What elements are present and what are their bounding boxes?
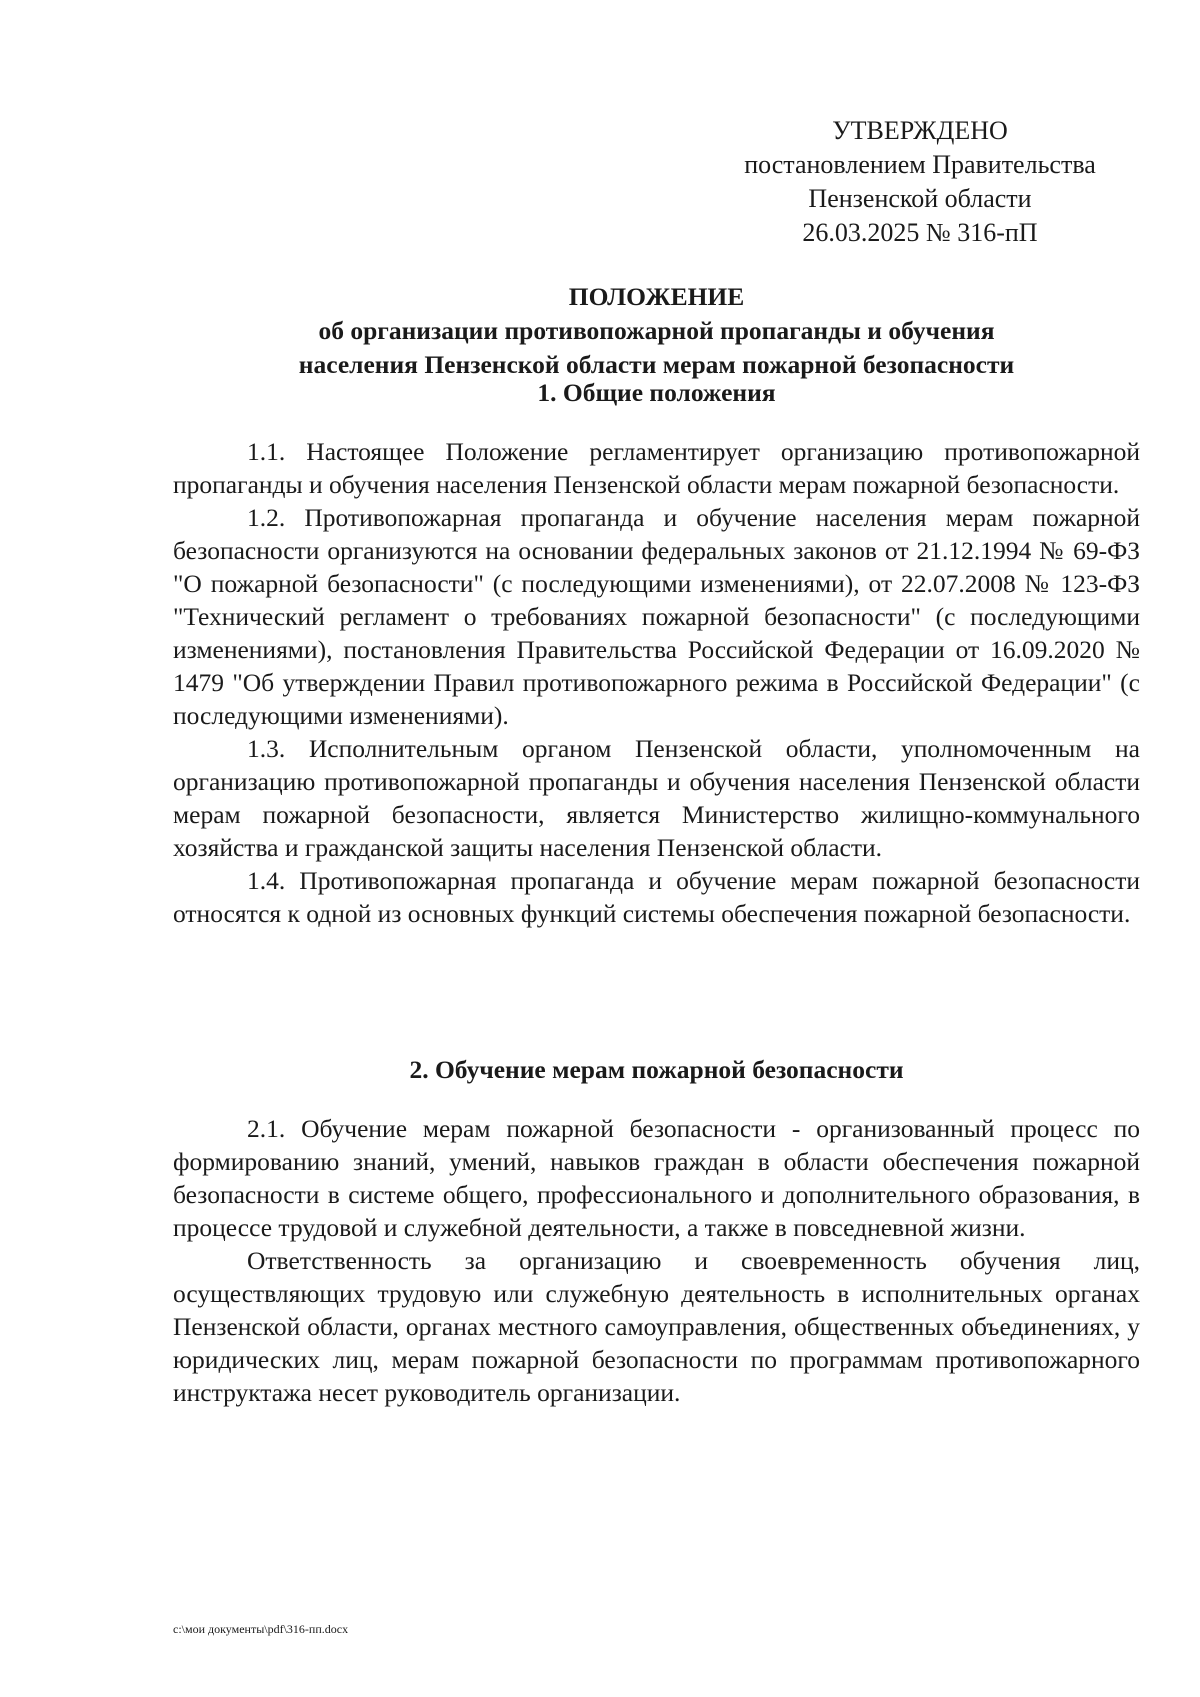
- title-main: ПОЛОЖЕНИЕ: [568, 282, 745, 311]
- paragraph-1-2: 1.2. Противопожарная пропаганда и обучение населения мерам пожарной безопасности организуются на основании федеральных законов от 21.12.1994 № 69-ФЗ "О пожарной безопасности" (с последующими изменениями), от 22.07.2008 № 123-ФЗ "Технический регламент о требованиях пожарной безопасности" (с последующими изменениями), постановления Правительства Российской Федерации от 16.09.2020 № 1479 "Об утверждении Правил противопожарного режима в Российской Федерации" (с последующими изменениями).: [173, 503, 1140, 730]
- paragraph-1-3: 1.3. Исполнительным органом Пензенской области, уполномоченным на организацию противопожарной пропаганды и обучения населения Пензенской области мерам пожарной безопасности, является Министерство жилищно-коммунального хозяйства и гражданской защиты населения Пензенской области.: [173, 734, 1140, 862]
- approval-status: УТВЕРЖДЕНО: [832, 116, 1008, 145]
- paragraph-2-responsibility: Ответственность за организацию и своевременность обучения лиц, осуществляющих трудовую или служебную деятельность в исполнительных органах Пензенской области, органах местного самоуправления, общественных объединениях, у юридических лиц, мерам пожарной безопасности по программам противопожарного инструктажа несет руководитель организации.: [173, 1246, 1140, 1407]
- section-1-body: [173, 435, 1140, 930]
- title-subtitle-line2: населения Пензенской области мерам пожарной безопасности: [298, 350, 1015, 379]
- paragraph-1-1: 1.1. Настоящее Положение регламентирует организацию противопожарной пропаганды и обучения населения Пензенской области мерам пожарной безопасности.: [173, 437, 1140, 499]
- title-subtitle-line1: об организации противопожарной пропаганды и обучения: [318, 316, 995, 345]
- section-2-body: [173, 1112, 1140, 1409]
- approval-stamp: [700, 114, 1140, 250]
- section-2-heading: 2. Обучение мерам пожарной безопасности: [409, 1055, 904, 1084]
- approval-region: Пензенской области: [808, 184, 1032, 213]
- paragraph-1-4: 1.4. Противопожарная пропаганда и обучение мерам пожарной безопасности относятся к одной из основных функций системы обеспечения пожарной безопасности.: [173, 866, 1140, 928]
- section-1-heading: 1. Общие положения: [537, 378, 776, 407]
- document-title: [173, 280, 1140, 382]
- footer-file-path: c:\мои документы\pdf\316-пп.docx: [173, 1622, 349, 1636]
- approval-basis: постановлением Правительства: [744, 150, 1096, 179]
- paragraph-2-1: 2.1. Обучение мерам пожарной безопасности - организованный процесс по формированию знаний, умений, навыков граждан в области обеспечения пожарной безопасности в системе общего, профессионального и дополнительного образования, в процессе трудовой и служебной деятельности, а также в повседневной жизни.: [173, 1114, 1140, 1242]
- approval-date-number: 26.03.2025 № 316-пП: [802, 218, 1038, 247]
